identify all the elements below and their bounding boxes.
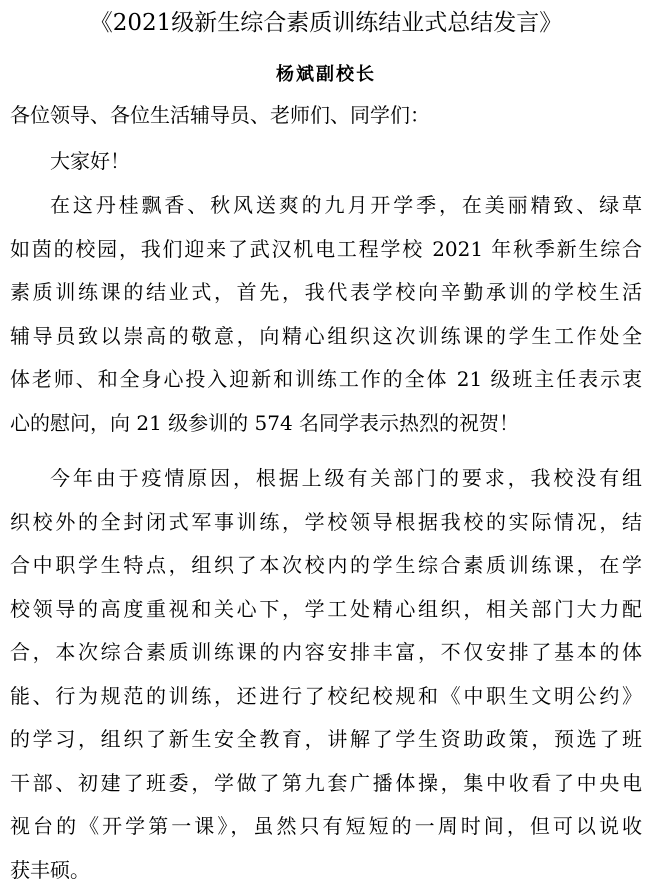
paragraph-line: 视台的《开学第一课》，虽然只有短短的一周时间，但可以说收 [10,805,642,849]
document-title: 《2021级新生综合素质训练结业式总结发言》 [10,6,642,40]
paragraph-line: 获丰硕。 [10,849,642,892]
paragraph-line: 干部、初建了班委，学做了第九套广播体操，集中收看了中央电 [10,762,642,806]
paragraph-line: 今年由于疫情原因，根据上级有关部门的要求，我校没有组 [10,457,642,501]
paragraph-line: 能、行为规范的训练，还进行了校纪校规和《中职生文明公约》 [10,675,642,719]
paragraph-line: 辅导员致以崇高的敬意，向精心组织这次训练课的学生工作处全 [10,315,642,359]
paragraph-line: 合中职学生特点，组织了本次校内的学生综合素质训练课，在学 [10,544,642,588]
paragraph-line: 的学习，组织了新生安全教育，讲解了学生资助政策，预选了班 [10,718,642,762]
paragraph-line: 合，本次综合素质训练课的内容安排丰富，不仅安排了基本的体 [10,631,642,675]
paragraph-line: 在这丹桂飘香、秋风送爽的九月开学季，在美丽精致、绿草 [10,184,642,228]
greeting: 大家好！ [10,148,642,174]
paragraph-line: 素质训练课的结业式，首先，我代表学校向辛勤承训的学校生活 [10,271,642,315]
paragraph-line: 如茵的校园，我们迎来了武汉机电工程学校 2021 年秋季新生综合 [10,228,642,272]
paragraph-line: 心的慰问，向 21 级参训的 574 名同学表示热烈的祝贺！ [10,402,642,446]
paragraph-2 [10,457,642,892]
paragraph-1 [10,184,642,445]
speaker-name: 杨斌副校长 [10,62,642,88]
paragraph-line: 织校外的全封闭式军事训练，学校领导根据我校的实际情况，结 [10,501,642,545]
paragraph-line: 体老师、和全身心投入迎新和训练工作的全体 21 级班主任表示衷 [10,358,642,402]
salutation: 各位领导、各位生活辅导员、老师们、同学们： [10,102,642,128]
paragraph-line: 校领导的高度重视和关心下，学工处精心组织，相关部门大力配 [10,588,642,632]
